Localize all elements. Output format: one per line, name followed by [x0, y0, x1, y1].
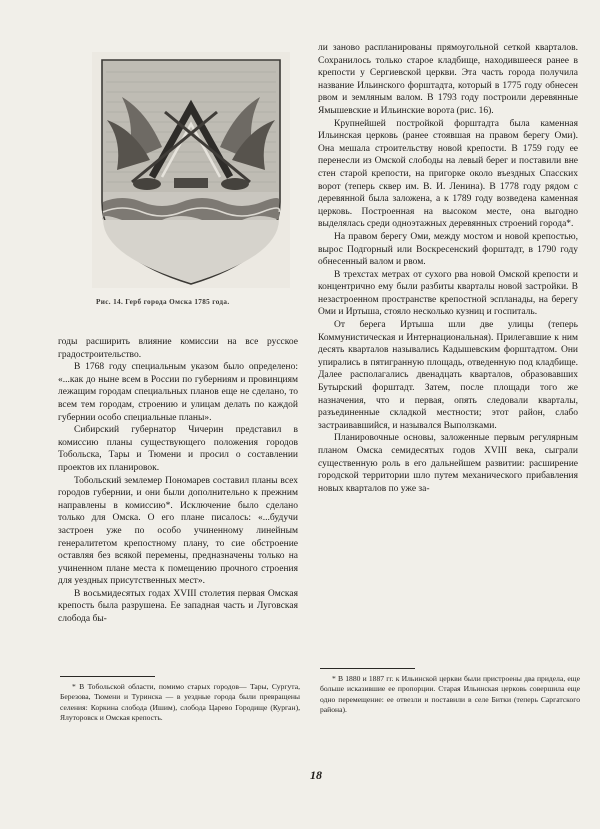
- footnote-divider: [60, 676, 155, 677]
- paragraph: От берега Иртыша шли две улицы (теперь Коммунистическая и Интернациональная). Прилегавшие к ним десять кварталов назывались Кадышевским форштадтом. Они упирались в пятигранную площадь, отведенную под кладбище. Далее располагались двенадцать кварталов, образовавших Бутырский форштадт. Затем, после площади того же назначения, что и первая, опять следовали кварталы, разъединенные складкой местности; этот район, слабо застраивавшийся, и назывался Выползками.: [318, 320, 578, 431]
- footnote-divider: [320, 668, 415, 669]
- figure-caption: Рис. 14. Герб города Омска 1785 года.: [96, 298, 230, 306]
- right-column: [318, 42, 578, 495]
- paragraph: В восьмидесятых годах XVIII столетия первая Омская крепость была разрушена. Ее западная часть и Луговская слобода бы-: [58, 588, 298, 625]
- paragraph: Сибирский губернатор Чичерин представил в комиссию планы существующего положения городов Тобольска, Тары и Тюмени и просил о составлении проектов их планировок.: [58, 425, 298, 473]
- paragraph: На правом берегу Оми, между мостом и новой крепостью, вырос Подгорный или Воскресенский форштадт, в 1790 году обнесенный валом и рвом.: [318, 231, 578, 268]
- omsk-coat-of-arms-image: [92, 52, 290, 288]
- footnote-left: [60, 682, 300, 724]
- left-column: [58, 336, 298, 626]
- footnote-text: * В 1880 и 1887 гг. к Ильинской церкви были пристроены два придела, еще больше исказившие ее пропорции. Старая Ильинская церковь совершила еще одно перемещение: ее отвезли и поставили в селе Битки (теперь Саргатского района).: [320, 674, 580, 715]
- page-number: 18: [310, 768, 322, 782]
- paragraph: В 1768 году специальным указом было определено: «...как до ныне всем в России по губерниям и провинциям лежащим городам специальных планов еще не сделано, то всем тем городам, строению и улицам делать по каждой губернии особо специальные планы».: [58, 362, 298, 423]
- paragraph: Планировочные основы, заложенные первым регулярным планом Омска семидесятых годов XVIII века, сыграли существенную роль в его дальнейшем развитии: расширение городской территории шло путем механического прибавления новых кварталов по уже за-: [318, 433, 578, 494]
- footnote-right: [320, 674, 580, 716]
- paragraph: В трехстах метрах от сухого рва новой Омской крепости и концентрично ему были разбиты кварталы новой застройки. В незастроенном пространстве крепостной эспланады, на берегу Оми и Иртыша, стояло несколько кузниц и госпиталь.: [318, 269, 578, 318]
- paragraph: Крупнейшей постройкой форштадта была каменная Ильинская церковь (ранее стоявшая на правом берегу Оми). Она мешала строительству новой крепости. В 1759 году ее перенесли из Омской слободы на левый берег и поставили вне стен старой крепости, на пригорке около въездных Спасских ворот (теперь сквер им. В. И. Ленина). В 1778 году рядом с деревянной была заложена, а к 1789 году возведена каменная церковь. Построенная на высоком месте, она выгодно выделялась среди одноэтажных деревянных строений города*.: [318, 118, 578, 230]
- footnote-text: * В Тобольской области, помимо старых городов— Тары, Сургута, Березова, Тюмени и Туринска — в уездные города были превращены селения: Коркина слобода (Ишим), слобода Царево Городище (Курган), Ялуторовск и Омская крепость.: [60, 682, 300, 723]
- paragraph: ли заново распланированы прямоугольной сеткой кварталов. Сохранилось только старое кладбище, находившееся ранее в крепости у Сергиевской церкви. Эта часть города получила название Ильинского форштадта, который в 1775 году обнесен рвом и земляным валом. В 1793 году построили деревянные Ямышевские и Ильинские ворота (рис. 16).: [318, 43, 578, 116]
- paragraph: Тобольский землемер Пономарев составил планы всех городов губернии, и они были дополнительно к прежним направлены в комиссию*. Исключение было сделано только для Омска. О его плане писалось: «...будучи застроен уже по особо учиненному линейным генералитетом крепостному плану, то сие обстроение оставляя без всякой перемены, предназначены только на учиненном плане места к помещению прочного строения для уездных присутственных мест».: [58, 475, 298, 587]
- paragraph: годы расширить влияние комиссии на все русское градостроительство.: [58, 337, 298, 360]
